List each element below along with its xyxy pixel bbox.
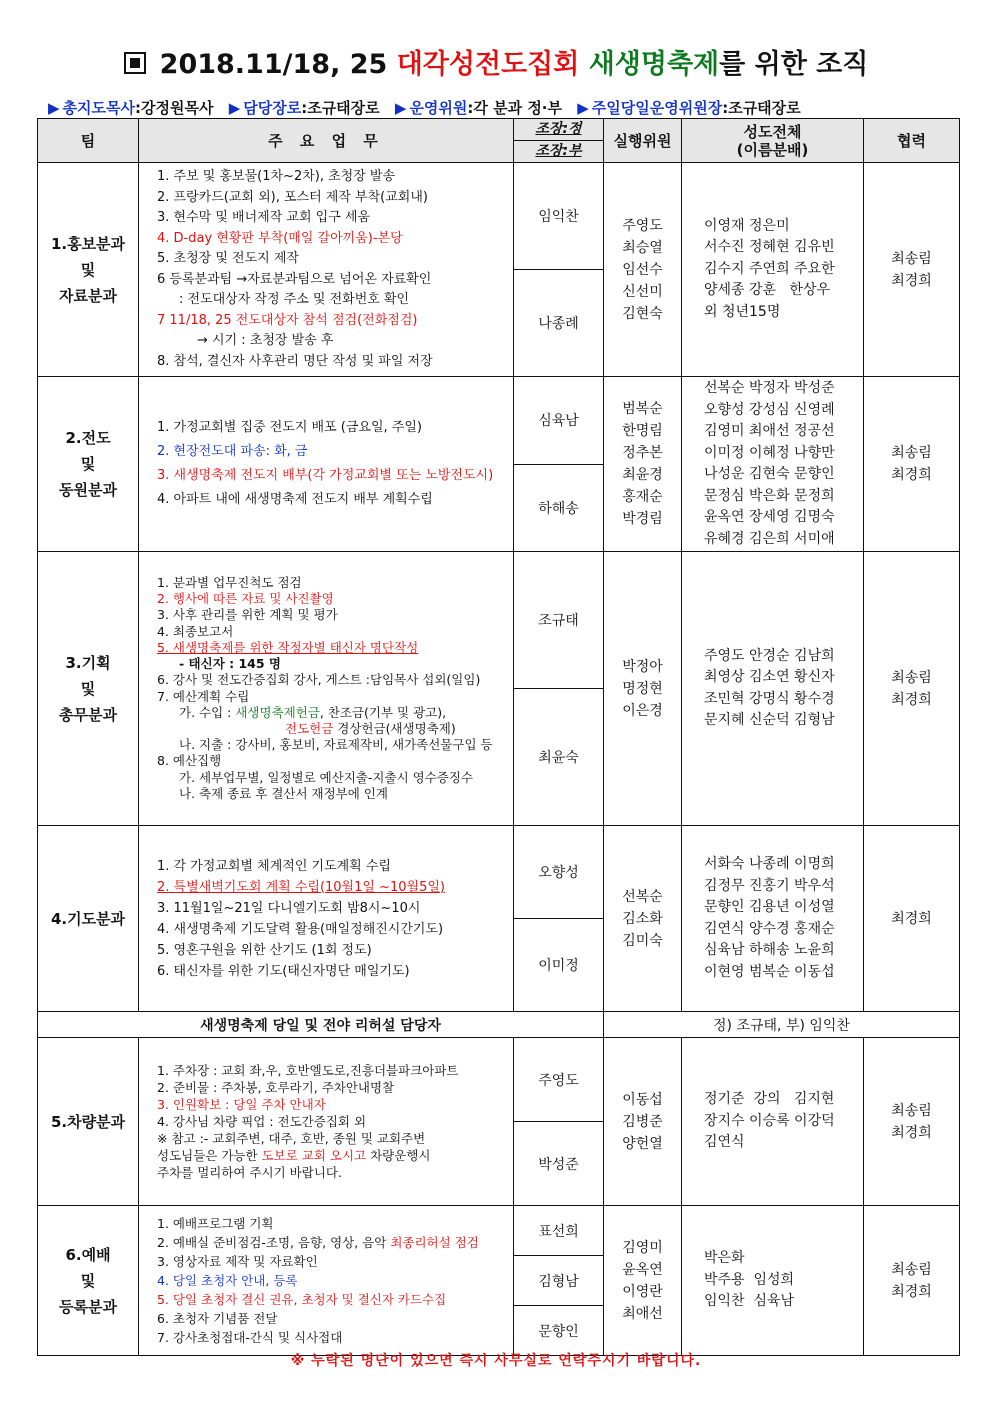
task-item: 6. 초청자 기념품 전달	[157, 1311, 278, 1326]
task-item: 성도님들은 가능한 도보로 교회 오시고 차량운행시	[157, 1148, 431, 1163]
title-event-main: 대각성전도집회	[396, 49, 580, 80]
role-label: 주일당일운영위원장	[591, 99, 723, 117]
exec-members: 김영미 윤옥연 이영란 최애선	[604, 1206, 682, 1356]
task-list	[139, 826, 514, 1012]
task-item: 4. 당일 초청자 안내, 등록	[157, 1273, 298, 1288]
leader-sub: 박성준	[514, 1122, 604, 1206]
page-title	[0, 42, 992, 81]
team-row-4	[38, 826, 960, 919]
leader-main: 조규태	[514, 552, 604, 689]
role-value: :강정원목사	[135, 99, 214, 117]
roles-line	[48, 97, 801, 118]
task-item: 3. 새생명축제 전도지 배부(각 가정교회별 또는 노방전도시)	[157, 468, 494, 483]
team-row-6	[38, 1206, 960, 1256]
task-item: 전도헌금 경상헌금(새생명축제)	[285, 720, 456, 736]
coop-names: 최송림 최경희	[864, 163, 960, 377]
task-item: 7. 강사초청접대-간식 및 식사접대	[157, 1330, 343, 1345]
task-item: 6. 태신자를 위한 기도(태신자명단 매일기도)	[157, 963, 410, 979]
task-item: : 전도대상자 작정 주소 및 전화번호 확인	[179, 292, 410, 307]
header-coop: 협력	[864, 119, 960, 163]
title-date: 2018.11/18, 25	[159, 49, 388, 80]
task-item: 나. 지출 : 강사비, 홍보비, 자료제작비, 새가족선물구입 등	[179, 737, 493, 753]
team-name: 6.예배 및 등록분과	[38, 1206, 139, 1356]
task-item: ※ 참고 :- 교회주변, 대주, 호반, 종원 및 교회주변	[157, 1131, 426, 1146]
task-item: 4. 최종보고서	[157, 623, 234, 639]
title-event-festival: 새생명축제	[588, 49, 720, 80]
exec-members: 범복순 한명림 정추본 최윤경 홍재순 박경림	[604, 377, 682, 552]
rehearsal-value: 정) 조규태, 부) 임익찬	[604, 1012, 960, 1038]
task-item: 나. 축제 종료 후 결산서 재정부에 인계	[179, 785, 388, 801]
task-item: 4. D-day 현황판 부착(매일 갈아끼움)-본당	[157, 230, 403, 246]
role-label: 담당장로	[243, 99, 302, 117]
role-value: :조규태장로	[301, 99, 380, 117]
leader-main: 임익찬	[514, 163, 604, 270]
square-bullet-icon	[124, 52, 146, 74]
task-item: 8. 예산집행	[157, 753, 222, 769]
header-leader-main: 조장:정	[514, 119, 603, 141]
coop-names: 최송림 최경희	[864, 377, 960, 552]
member-names: 주영도 안경순 김남희 최영상 김소연 황신자 조민혁 강명식 황수경 문지혜 신순덕 김형남	[682, 552, 864, 826]
leader-sub: 하해송	[514, 464, 604, 552]
leader-main: 오향성	[514, 826, 604, 919]
task-item: 1. 분과별 업무진척도 점검	[157, 575, 302, 591]
leader-sub: 이미정	[514, 919, 604, 1012]
task-item: 5. 당일 초청자 결신 권유, 초청자 및 결신자 카드수집	[157, 1292, 447, 1307]
task-item: 3. 사후 관리를 위한 계획 및 평가	[157, 607, 338, 623]
task-item: 7. 예산계획 수립	[157, 688, 250, 704]
task-item: 4. 새생명축제 기도달력 활용(매일정해진시간기도)	[157, 921, 444, 937]
team-row-1	[38, 163, 960, 270]
task-item: 4. 강사님 차량 픽업 : 전도간증집회 외	[157, 1114, 367, 1129]
leader-sub: 나종례	[514, 270, 604, 377]
leader-main: 표선희	[514, 1206, 604, 1256]
task-item: 주차를 멀리하여 주시기 바랍니다.	[157, 1165, 342, 1180]
task-item: - 태신자 : 145 명	[179, 656, 281, 672]
task-item: 2. 행사에 따른 자료 및 사진촬영	[157, 591, 334, 607]
task-item: 5. 새생명축제를 위한 작정자별 태신자 명단작성	[157, 639, 419, 655]
coop-names: 최송림 최경희	[864, 552, 960, 826]
exec-members: 이동섭 김병준 양헌열	[604, 1038, 682, 1206]
leader-main: 주영도	[514, 1038, 604, 1122]
header-leader-sub: 조장:부	[535, 143, 582, 159]
task-item: 6 등록분과팀 →자료분과팀으로 넘어온 자료확인	[157, 271, 432, 287]
team-row-2	[38, 377, 960, 465]
role-label: 운영위원	[409, 99, 468, 117]
task-item: 7 11/18, 25 전도대상자 참석 점검(전화점검)	[157, 312, 418, 328]
team-name: 4.기도분과	[38, 826, 139, 1012]
header-exec: 실행위원	[604, 119, 682, 163]
task-item: 가. 세부업무별, 일정별로 예산지출-지출시 영수증징수	[179, 769, 474, 785]
title-suffix: 를 위한 조직	[719, 49, 869, 80]
task-item: 3. 영상자료 제작 및 자료확인	[157, 1254, 318, 1269]
coop-names: 최송림 최경희	[864, 1206, 960, 1356]
header-team: 팀	[38, 119, 139, 163]
leader-sub: 최윤숙	[514, 689, 604, 826]
rehearsal-label: 새생명축제 당일 및 전야 리허설 담당자	[38, 1012, 604, 1038]
leader-main: 심육남	[514, 377, 604, 465]
member-names: 박은화 박주용 임성희 임익찬 심육남	[682, 1206, 864, 1356]
task-item: 3. 현수막 및 배너제작 교회 입구 세움	[157, 210, 371, 225]
triangle-bullet-icon: ▶	[48, 99, 60, 117]
task-item: 3. 11월1일~21일 다니엘기도회 밤8시~10시	[157, 900, 421, 916]
triangle-bullet-icon: ▶	[394, 99, 407, 117]
task-list	[139, 377, 514, 552]
task-item: 1. 주차장 : 교회 좌,우, 호반엘도로,진흥더블파크아파트	[157, 1063, 459, 1078]
task-list	[139, 163, 514, 377]
header-members	[682, 119, 864, 163]
task-item: 2. 프랑카드(교회 외), 포스터 제작 부착(교회내)	[157, 189, 428, 205]
task-item: 6. 강사 및 전도간증집회 강사, 게스트 :담임목사 섭외(일임)	[157, 672, 481, 688]
task-list	[139, 1206, 514, 1356]
team-row-5	[38, 1038, 960, 1122]
coop-names: 최송림 최경희	[864, 1038, 960, 1206]
team-row-3	[38, 552, 960, 689]
team-name: 1.홍보분과 및 자료분과	[38, 163, 139, 377]
role-label: 총지도목사	[62, 99, 135, 117]
table-header-row	[38, 119, 960, 163]
task-item: 5. 영혼구원을 위한 산기도 (1회 정도)	[157, 942, 372, 958]
task-item: 2. 현장전도대 파송: 화, 금	[157, 444, 308, 459]
task-list	[139, 1038, 514, 1206]
header-leaders	[514, 119, 604, 163]
team-name: 2.전도 및 동원분과	[38, 377, 139, 552]
rehearsal-row	[38, 1012, 960, 1038]
leader-sub: 문향인	[514, 1306, 604, 1356]
task-item: 1. 가정교회별 집중 전도지 배포 (금요일, 주일)	[157, 420, 422, 435]
task-item: 8. 참석, 결신자 사후관리 명단 작성 및 파일 저장	[157, 353, 433, 369]
triangle-bullet-icon: ▶	[577, 99, 589, 117]
exec-members: 박정아 명정현 이은경	[604, 552, 682, 826]
header-members-line2: (이름분배)	[736, 140, 809, 159]
task-item: 5. 초청장 및 전도지 제작	[157, 251, 299, 266]
role-value: :각 분과 정·부	[467, 99, 562, 117]
header-tasks: 주 요 업 무	[139, 119, 514, 163]
role-value: :조규태장로	[722, 99, 801, 117]
task-item: 1. 주보 및 홍보물(1차~2차), 초청장 발송	[157, 169, 396, 184]
task-list	[139, 552, 514, 826]
member-names: 선복순 박정자 박성준 오향성 강성심 신영례 김영미 최애선 정공선 이미정 이혜정 나향만 나성운 김현숙 문향인 문정심 박은화 문정희 윤옥연 장세영 김명숙 유혜경 김은희 서미애	[682, 377, 864, 552]
member-names: 이영재 정은미 서수진 정혜현 김유빈 김수지 주연희 주요한 양세종 강훈 한상우 외 청년15명	[682, 163, 864, 377]
task-item: 3. 인원확보 : 당일 주차 안내자	[157, 1097, 326, 1112]
header-members-line1: 성도전체	[743, 122, 802, 141]
task-item: 1. 예배프로그램 기획	[157, 1216, 274, 1231]
leader-sub: 김형남	[514, 1256, 604, 1306]
task-item: → 시기 : 초청장 발송 후	[197, 333, 334, 348]
footer-notice: ※ 누락된 명단이 있으면 즉시 사무실로 연락주시기 바랍니다.	[290, 1353, 702, 1369]
organization-table	[37, 118, 960, 1356]
task-item: 2. 준비물 : 주차봉, 호루라기, 주차안내명찰	[157, 1080, 395, 1095]
member-names: 정기준 강의 김지현 장지수 이승록 이강덕 김연식	[682, 1038, 864, 1206]
team-name: 5.차량분과	[38, 1038, 139, 1206]
exec-members: 선복순 김소화 김미숙	[604, 826, 682, 1012]
task-item: 1. 각 가정교회별 체계적인 기도계획 수립	[157, 858, 391, 874]
team-name: 3.기획 및 총무분과	[38, 552, 139, 826]
member-names: 서화숙 나종례 이명희 김정무 진홍기 박우석 문향인 김용년 이성열 김연식 양수경 홍재순 심육남 하해송 노윤희 이현영 범복순 이동섭	[682, 826, 864, 1012]
task-item: 2. 특별새벽기도회 계획 수립(10월1일 ~10월5일)	[157, 879, 445, 895]
task-item: 가. 수입 : 새생명축제헌금, 찬조금(기부 및 광고),	[179, 704, 447, 720]
task-item: 2. 예배실 준비점검-조명, 음향, 영상, 음악 최종리허설 점검	[157, 1235, 479, 1250]
exec-members: 주영도 최승열 임선수 신선미 김현숙	[604, 163, 682, 377]
triangle-bullet-icon: ▶	[228, 99, 241, 117]
task-item: 4. 아파트 내에 새생명축제 전도지 배부 계획수립	[157, 492, 433, 507]
coop-names: 최경희	[864, 826, 960, 1012]
